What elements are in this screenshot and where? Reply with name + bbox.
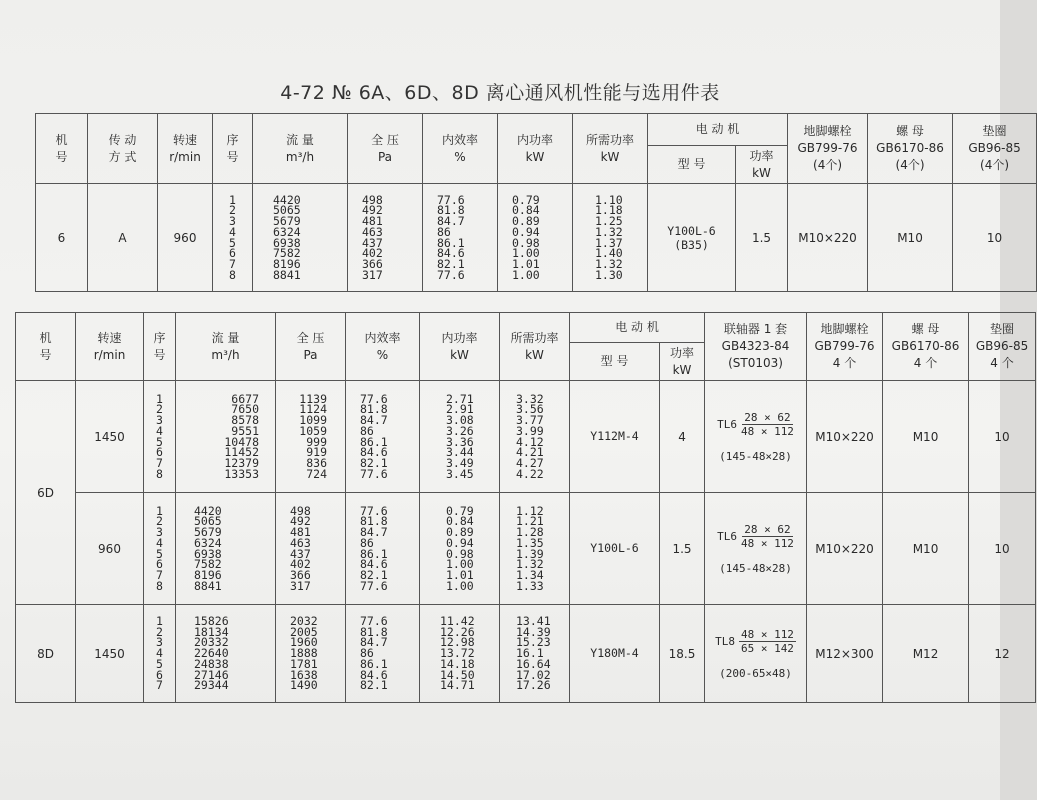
header-drive: 传 动 方 式	[88, 114, 158, 184]
motor-power: 1.5	[660, 493, 705, 605]
header-inner-power: 内功率 kW	[498, 114, 573, 184]
efficiency-list: 77.6 81.8 84.7 86 86.1 84.6 82.1 77.6	[346, 493, 420, 605]
header-washer: 垫圈 GB96-85 (4个)	[953, 114, 1037, 184]
table-row	[16, 493, 1036, 605]
header-motor-model: 型 号	[570, 343, 660, 381]
header-motor: 电 动 机	[570, 313, 705, 343]
header-motor-power: 功率 kW	[736, 146, 788, 184]
table-row	[16, 605, 1036, 703]
washer-spec: 12	[969, 605, 1036, 703]
required-power-list: 3.32 3.56 3.77 3.99 4.12 4.21 4.27 4.22	[500, 381, 570, 493]
nut-spec: M10	[883, 381, 969, 493]
header-inner-power: 内功率 kW	[420, 313, 500, 381]
motor-power: 4	[660, 381, 705, 493]
flow-list: 6677 7650 8578 9551 10478 11452 12379 13353	[176, 381, 276, 493]
nut-spec: M10	[868, 184, 953, 292]
motor-power: 18.5	[660, 605, 705, 703]
header-nut: 螺 母 GB6170-86 4 个	[883, 313, 969, 381]
bolt-spec: M10×220	[807, 493, 883, 605]
pressure-list: 1139 1124 1099 1059 999 919 836 724	[276, 381, 346, 493]
efficiency-list: 77.6 81.8 84.7 86 86.1 84.6 82.1 77.6	[346, 381, 420, 493]
pressure-list: 498 492 481 463 437 402 366 317	[348, 184, 423, 292]
drive-type: A	[88, 184, 158, 292]
pressure-list: 2032 2005 1960 1888 1781 1638 1490	[276, 605, 346, 703]
speed: 1450	[76, 605, 144, 703]
table-row	[36, 184, 1037, 292]
coupling-sub: (145-48×28)	[719, 449, 792, 463]
coupling-numerator: 48 × 112	[740, 627, 794, 641]
header-motor-power: 功率 kW	[660, 343, 705, 381]
header-pressure: 全 压 Pa	[348, 114, 423, 184]
header-speed: 转速 r/min	[76, 313, 144, 381]
motor-model: Y180M-4	[570, 605, 660, 703]
bolt-spec: M10×220	[788, 184, 868, 292]
coupling-numerator: 28 × 62	[744, 522, 791, 536]
seq-list: 1 2 3 4 5 6 7 8	[144, 493, 176, 605]
header-motor-model: 型 号	[648, 146, 736, 184]
washer-spec: 10	[969, 381, 1036, 493]
header-coupling: 联轴器 1 套 GB4323-84 (ST0103)	[705, 313, 807, 381]
efficiency-list: 77.6 81.8 84.7 86 86.1 84.6 82.1 77.6	[423, 184, 498, 292]
header-required-power: 所需功率 kW	[500, 313, 570, 381]
header-nut: 螺 母 GB6170-86 (4个)	[868, 114, 953, 184]
motor-power: 1.5	[736, 184, 788, 292]
required-power-list: 1.10 1.18 1.25 1.32 1.37 1.40 1.32 1.30	[573, 184, 648, 292]
coupling-spec	[705, 381, 807, 493]
speed: 960	[76, 493, 144, 605]
seq-list: 1 2 3 4 5 6 7 8	[213, 184, 253, 292]
header-bolt: 地脚螺栓 GB799-76 (4个)	[788, 114, 868, 184]
motor-model: Y100L-6	[570, 493, 660, 605]
speed: 1450	[76, 381, 144, 493]
header-machine-no: 机 号	[16, 313, 76, 381]
coupling-spec	[705, 605, 807, 703]
coupling-numerator: 28 × 62	[744, 410, 791, 424]
coupling-denominator: 65 × 142	[740, 641, 794, 655]
coupling-spec	[705, 493, 807, 605]
pressure-list: 498 492 481 463 437 402 366 317	[276, 493, 346, 605]
inner-power-list: 2.71 2.91 3.08 3.26 3.36 3.44 3.49 3.45	[420, 381, 500, 493]
machine-no: 6	[36, 184, 88, 292]
header-flow: 流 量 m³/h	[253, 114, 348, 184]
page-title: 4-72 № 6A、6D、8D 离心通风机性能与选用件表	[280, 82, 720, 104]
inner-power-list: 0.79 0.84 0.89 0.94 0.98 1.00 1.01 1.00	[498, 184, 573, 292]
coupling-denominator: 48 × 112	[740, 424, 794, 438]
nut-spec: M10	[883, 493, 969, 605]
machine-no: 8D	[16, 605, 76, 703]
header-speed: 转速 r/min	[158, 114, 213, 184]
required-power-list: 13.41 14.39 15.23 16.1 16.64 17.02 17.26	[500, 605, 570, 703]
header-seq: 序 号	[213, 114, 253, 184]
inner-power-list: 11.42 12.26 12.98 13.72 14.18 14.50 14.71	[420, 605, 500, 703]
flow-list: 15826 18134 20332 22640 24838 27146 29344	[176, 605, 276, 703]
coupling-type: TL6	[717, 529, 737, 543]
flow-list: 4420 5065 5679 6324 6938 7582 8196 8841	[253, 184, 348, 292]
coupling-type: TL6	[717, 417, 737, 431]
coupling-type: TL8	[715, 634, 735, 648]
machine-no: 6D	[16, 381, 76, 605]
fan-6a-table	[35, 113, 1037, 292]
bolt-spec: M12×300	[807, 605, 883, 703]
coupling-sub: (145-48×28)	[719, 561, 792, 575]
header-efficiency: 内效率 %	[346, 313, 420, 381]
header-seq: 序 号	[144, 313, 176, 381]
bolt-spec: M10×220	[807, 381, 883, 493]
washer-spec: 10	[969, 493, 1036, 605]
required-power-list: 1.12 1.21 1.28 1.35 1.39 1.32 1.34 1.33	[500, 493, 570, 605]
efficiency-list: 77.6 81.8 84.7 86 86.1 84.6 82.1	[346, 605, 420, 703]
inner-power-list: 0.79 0.84 0.89 0.94 0.98 1.00 1.01 1.00	[420, 493, 500, 605]
header-machine-no: 机 号	[36, 114, 88, 184]
header-washer: 垫圈 GB96-85 4 个	[969, 313, 1036, 381]
header-bolt: 地脚螺栓 GB799-76 4 个	[807, 313, 883, 381]
header-motor: 电 动 机	[648, 114, 788, 146]
nut-spec: M12	[883, 605, 969, 703]
speed: 960	[158, 184, 213, 292]
table-row	[16, 381, 1036, 493]
seq-list: 1 2 3 4 5 6 7 8	[144, 381, 176, 493]
coupling-sub: (200-65×48)	[719, 666, 792, 680]
motor-model: Y100L-6 (B35)	[648, 184, 736, 292]
seq-list: 1 2 3 4 5 6 7	[144, 605, 176, 703]
flow-list: 4420 5065 5679 6324 6938 7582 8196 8841	[176, 493, 276, 605]
header-pressure: 全 压 Pa	[276, 313, 346, 381]
washer-spec: 10	[953, 184, 1037, 292]
fan-6d-8d-table	[15, 312, 1036, 703]
header-efficiency: 内效率 %	[423, 114, 498, 184]
motor-model: Y112M-4	[570, 381, 660, 493]
header-required-power: 所需功率 kW	[573, 114, 648, 184]
header-flow: 流 量 m³/h	[176, 313, 276, 381]
coupling-denominator: 48 × 112	[740, 536, 794, 550]
